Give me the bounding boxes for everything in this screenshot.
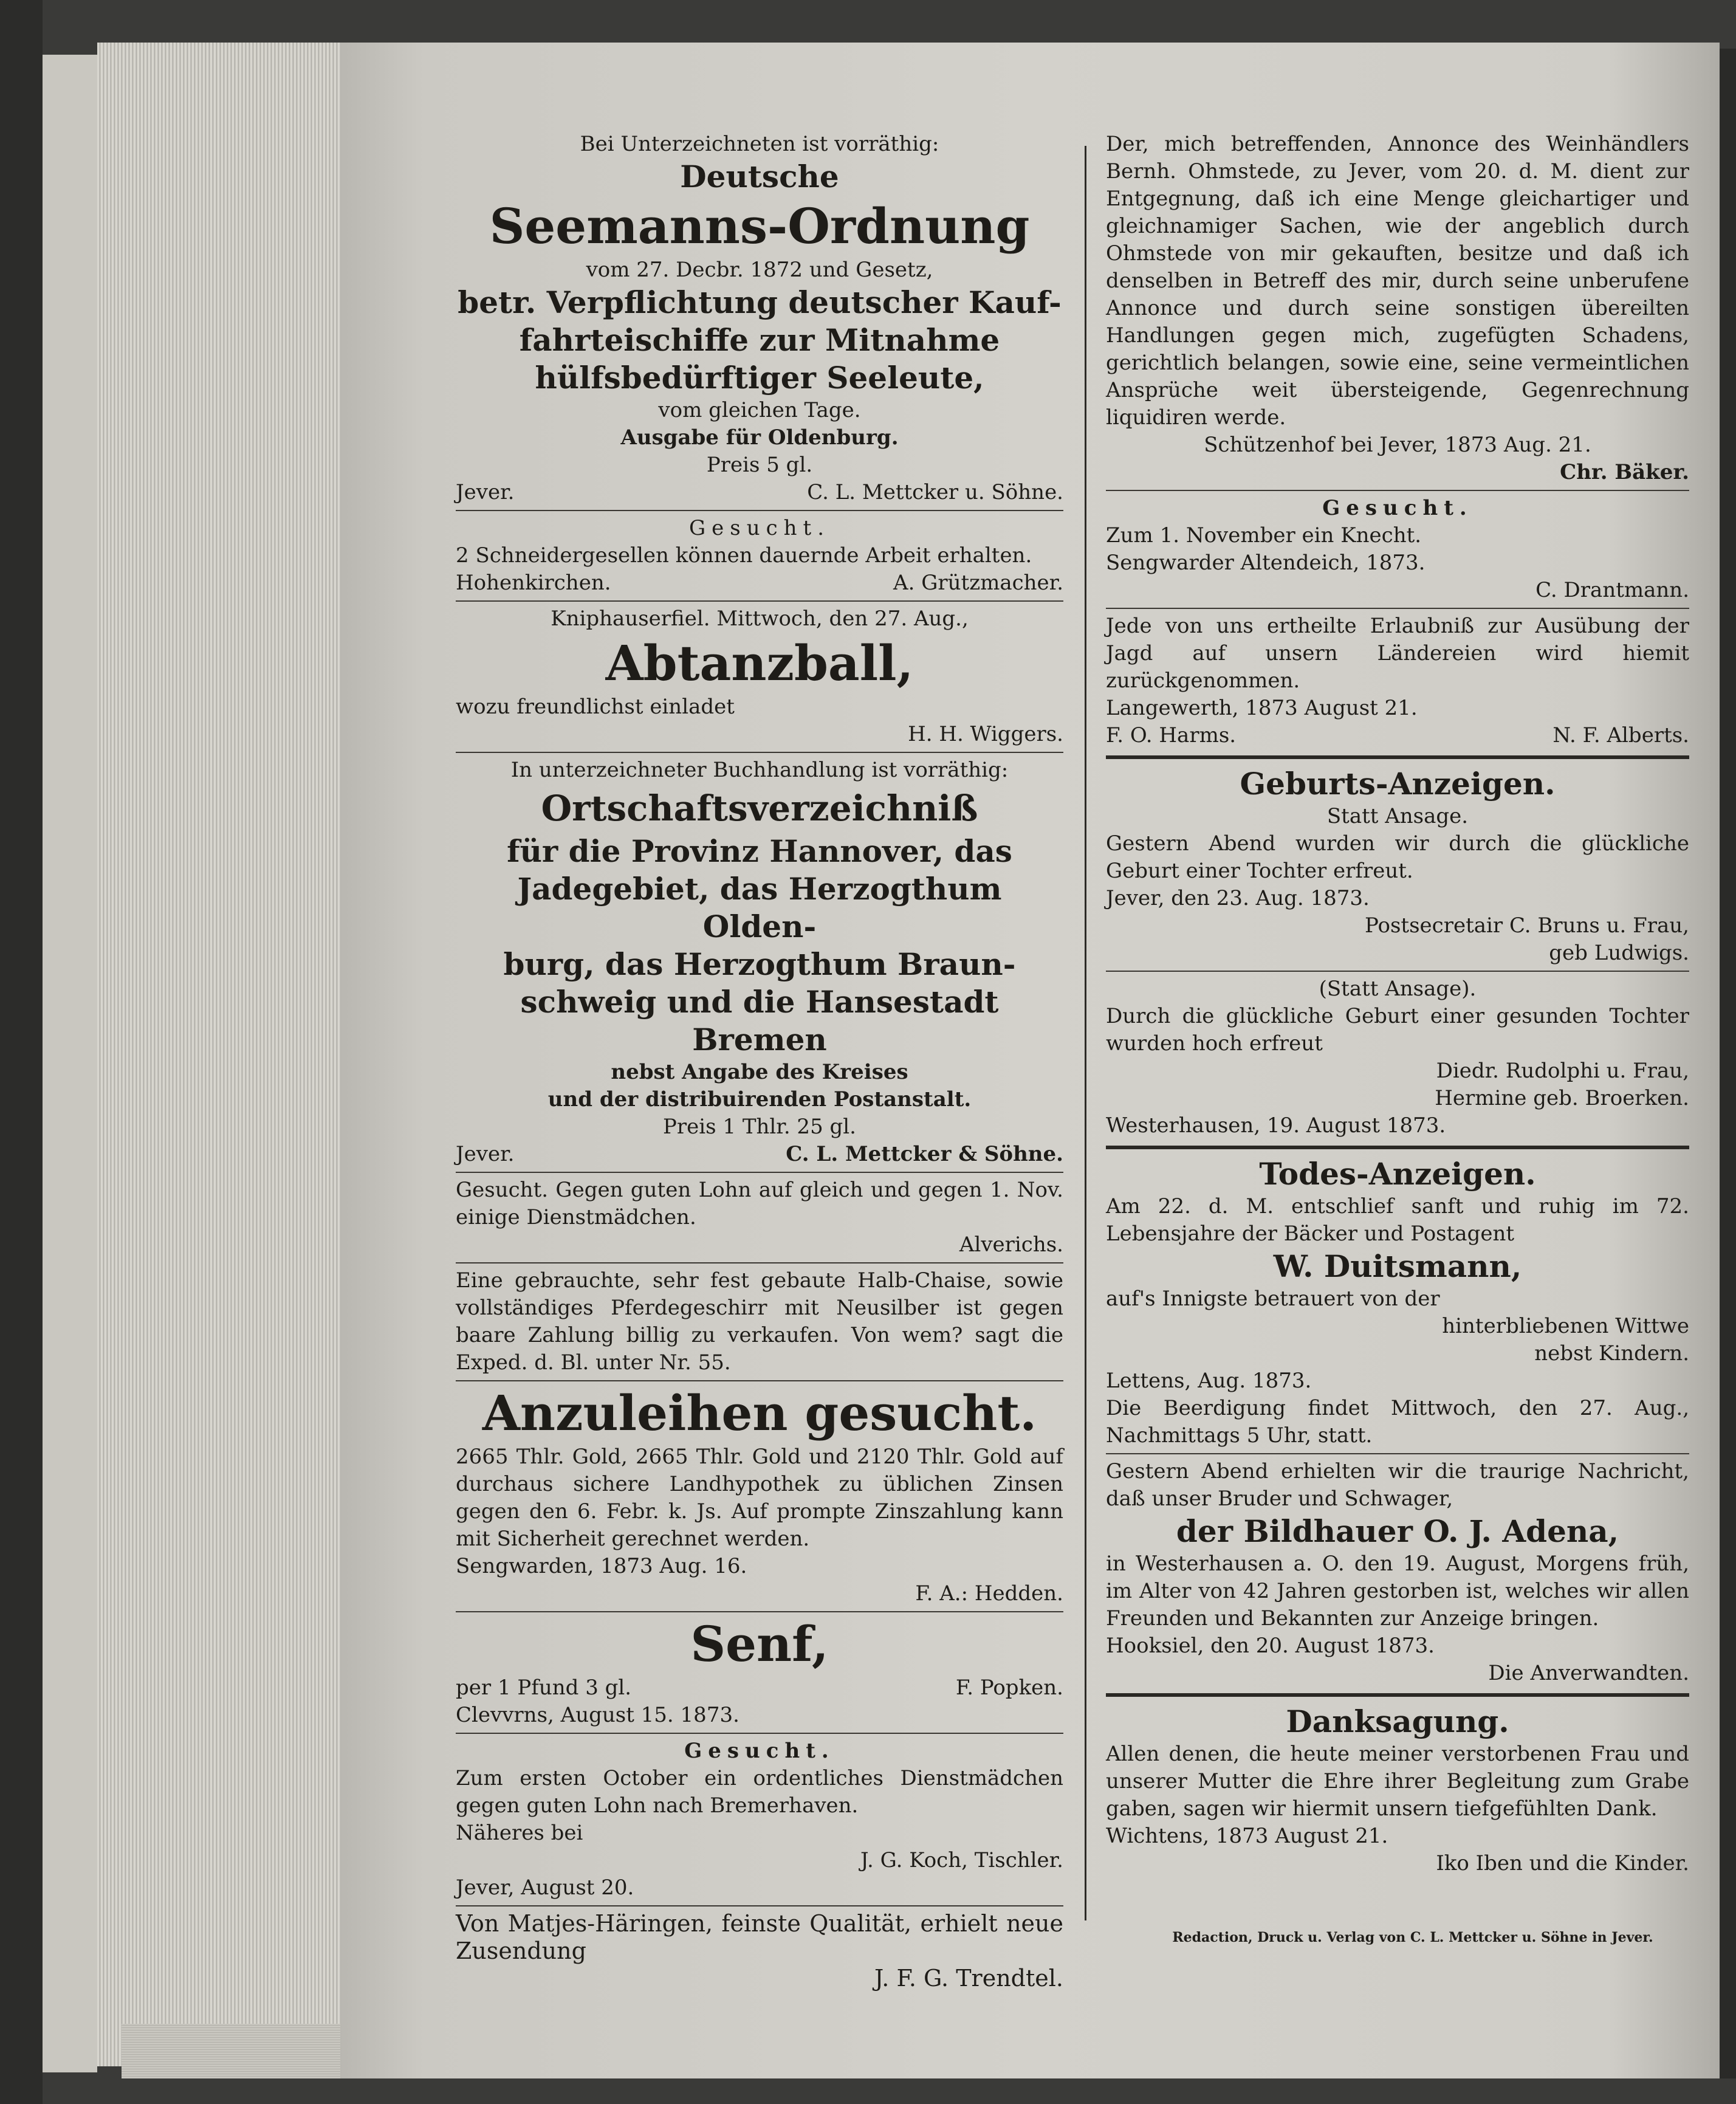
heading-gesucht: Gesucht. [688, 516, 831, 540]
place-text: Lettens, Aug. 1873. [1106, 1369, 1312, 1393]
imprint-footer: Redaction, Druck u. Verlag von C. L. Mettcker u. Söhne in Jever. [1172, 1930, 1653, 1945]
name-text: Alverichs. [959, 1232, 1063, 1257]
price-text: Preis 1 Thlr. 25 gl. [663, 1115, 856, 1139]
divider [456, 1733, 1063, 1734]
divider-thick [1106, 1146, 1689, 1149]
place-text: Hohenkirchen. [456, 571, 611, 595]
left-column [456, 131, 1063, 1992]
name-text: Postsecretair C. Bruns u. Frau, [1365, 913, 1689, 938]
heading-seemanns-ordnung: Seemanns-Ordnung [489, 198, 1030, 255]
place-text: Langewerth, 1873 August 21. [1106, 696, 1418, 720]
sub-heading: Statt Ansage. [1326, 804, 1469, 828]
heading-senf: Senf, [690, 1615, 829, 1673]
ad-gesucht-schneider [456, 515, 1063, 597]
divider [456, 1611, 1063, 1612]
ad-line: nebst Angabe des Kreises [611, 1060, 908, 1084]
heading-gesucht: Gesucht. [684, 1739, 835, 1763]
name-text: J. G. Koch, Tischler. [860, 1848, 1063, 1872]
heading-deutsche: Deutsche [680, 159, 839, 194]
ad-geburts-anzeigen [1106, 765, 1689, 1140]
ad-halb-chaise [456, 1267, 1063, 1377]
signature-row [456, 479, 1063, 506]
ad-text: wozu freundlichst einladet [456, 695, 735, 719]
ad-line: hinterbliebenen Wittwe [1442, 1314, 1689, 1338]
divider-thick [1106, 755, 1689, 759]
divider [1106, 608, 1689, 609]
place-text: Sengwarder Altendeich, 1873. [1106, 551, 1426, 575]
divider-thick [1106, 1693, 1689, 1697]
background-right [1720, 49, 1736, 2078]
ad-text: Gestern Abend wurden wir durch die glückliche Geburt einer Tochter erfreut. [1106, 831, 1689, 883]
ad-text: Jede von uns ertheilte Erlaubniß zur Ausübung der Jagd auf unsern Ländereien wird hiemit zurückgenommen. [1106, 614, 1689, 693]
ad-line: nebst Kindern. [1534, 1341, 1689, 1366]
ad-text: in Westerhausen a. O. den 19. August, Morgens früh, im Alter von 42 Jahren gestorben ist, welches wir allen Freunden und Bekannten zur Anzeige bringen. [1106, 1552, 1689, 1631]
signature-row [456, 1674, 1063, 1702]
ad-line-bold: burg, das Herzogthum Braun- [503, 946, 1016, 982]
name-text: geb Ludwigs. [1549, 941, 1689, 965]
name-text: C. Drantmann. [1535, 578, 1689, 602]
divider [1106, 490, 1689, 491]
place-text: Clevvrns, August 15. 1873. [456, 1703, 739, 1727]
place-text: Jever, den 23. Aug. 1873. [1106, 886, 1370, 910]
background-left [0, 0, 43, 2104]
ad-gesucht-knecht [1106, 495, 1689, 604]
divider [456, 1262, 1063, 1263]
heading-danksagung: Danksagung. [1286, 1703, 1509, 1739]
place-text: Jever, August 20. [456, 1875, 634, 1900]
name-text: Diedr. Rudolphi u. Frau, [1436, 1059, 1689, 1083]
divider [1106, 1453, 1689, 1454]
ad-gesucht-bremerhaven [456, 1738, 1063, 1902]
column-divider [1085, 146, 1086, 1920]
place-text: Wichtens, 1873 August 21. [1106, 1824, 1388, 1848]
divider [456, 752, 1063, 753]
ad-line: auf's Innigste betrauert von der [1106, 1287, 1440, 1311]
heading-abtanzball: Abtanzball, [605, 634, 914, 692]
ad-matjes [456, 1910, 1063, 1992]
place-text: Hooksiel, den 20. August 1873. [1106, 1634, 1435, 1658]
ad-danksagung [1106, 1703, 1689, 1877]
edition-text: Ausgabe für Oldenburg. [620, 425, 899, 450]
name-text: Die Anverwandten. [1488, 1661, 1689, 1685]
ad-text: Gestern Abend erhielten wir die traurige Nachricht, daß unser Bruder und Schwager, [1106, 1459, 1689, 1511]
ad-line-bold: schweig und die Hansestadt Bremen [520, 984, 999, 1057]
ad-line: Kniphauserfiel. Mittwoch, den 27. Aug., [551, 607, 969, 631]
signature-row [456, 569, 1063, 597]
book-page-edges [97, 43, 359, 2066]
ad-ortschaftsverzeichniss [456, 757, 1063, 1168]
ad-jagd [1106, 613, 1689, 749]
publisher-text: C. L. Mettcker & Söhne. [786, 1142, 1063, 1166]
name-text: F. O. Harms. [1106, 723, 1237, 748]
ad-line: vom 27. Decbr. 1872 und Gesetz, [586, 258, 933, 282]
ad-line: Näheres bei [456, 1821, 583, 1845]
ad-line: und der distribuirenden Postanstalt. [547, 1087, 972, 1112]
signature-row [456, 1141, 1063, 1168]
ad-text: Durch die glückliche Geburt einer gesunden Tochter wurden hoch erfreut [1106, 1004, 1689, 1056]
heading-ortschaftsverzeichniss: Ortschaftsverzeichniß [541, 788, 978, 829]
name-text: H. H. Wiggers. [908, 722, 1063, 746]
heading-geburts-anzeigen: Geburts-Anzeigen. [1240, 766, 1556, 802]
ad-senf [456, 1616, 1063, 1729]
ad-text: Gesucht. Gegen guten Lohn auf gleich und gegen 1. Nov. einige Dienstmädchen. [456, 1178, 1063, 1229]
ad-text: 2665 Thlr. Gold, 2665 Thlr. Gold und 2120 Thlr. Gold auf durchaus sichere Landhypothek zu üblichen Zinsen gegen den 6. Febr. k. Js. Auf prompte Zinszahlung kann mit Sicherheit gerechnet werden. [456, 1445, 1063, 1551]
signature-row [1106, 722, 1689, 749]
name-text: Hermine geb. Broerken. [1435, 1086, 1689, 1110]
book-binding [43, 55, 97, 2072]
ad-anzuleihen [456, 1385, 1063, 1607]
ad-text: Eine gebrauchte, sehr fest gebaute Halb-Chaise, sowie vollständiges Pferdegeschirr mit Neusilber ist gegen baare Zahlung billig zu verkaufen. Von wem? sagt die Exped. d. Bl. unter Nr. 55. [456, 1268, 1063, 1375]
price-text: Preis 5 gl. [706, 453, 813, 477]
divider [456, 1380, 1063, 1381]
place-text: Westerhausen, 19. August 1873. [1106, 1113, 1446, 1138]
ad-line-bold: betr. Verpflichtung deutscher Kauf- [458, 284, 1062, 320]
book-page-edges-bottom [122, 2024, 377, 2078]
ad-text: 2 Schneidergesellen können dauernde Arbeit erhalten. [456, 543, 1032, 568]
intro-text: In unterzeichneter Buchhandlung ist vorräthig: [510, 758, 1009, 782]
name-text: Iko Iben und die Kinder. [1436, 1851, 1689, 1875]
ad-line-bold: Jadegebiet, das Herzogthum Olden- [517, 871, 1002, 944]
publisher-text: C. L. Mettcker u. Söhne. [807, 480, 1063, 504]
heading-anzuleihen: Anzuleihen gesucht. [482, 1384, 1037, 1442]
ad-text: Allen denen, die heute meiner verstorbenen Frau und unserer Mutter die Ehre ihrer Begleitung zum Grabe gaben, sagen wir hiermit unsern tiefgefühlten Dank. [1106, 1742, 1689, 1821]
name-text: F. Popken. [955, 1676, 1063, 1700]
ad-entgegnung [1106, 131, 1689, 486]
ad-line-bold: für die Provinz Hannover, das [507, 833, 1012, 869]
place-text: Sengwarden, 1873 Aug. 16. [456, 1554, 747, 1578]
divider [456, 510, 1063, 511]
ad-line: vom gleichen Tage. [658, 398, 861, 422]
ad-line-bold: hülfsbedürftiger Seeleute, [535, 360, 984, 396]
ad-seemanns-ordnung [456, 131, 1063, 506]
heading-todes-anzeigen: Todes-Anzeigen. [1259, 1156, 1536, 1192]
divider [456, 1905, 1063, 1906]
name-text: A. Grützmacher. [893, 571, 1063, 595]
name-text: J. F. G. Trendtel. [874, 1965, 1063, 1992]
deceased-name: W. Duitsmann, [1273, 1248, 1522, 1284]
ad-abtanzball [456, 605, 1063, 748]
name-text: F. A.: Hedden. [915, 1581, 1063, 1606]
ad-line: per 1 Pfund 3 gl. [456, 1676, 632, 1700]
place-text: Jever. [456, 480, 515, 504]
ad-todes-anzeigen [1106, 1155, 1689, 1687]
divider [456, 600, 1063, 602]
ad-text: Zum ersten October ein ordentliches Dienstmädchen gegen guten Lohn nach Bremerhaven. [456, 1766, 1063, 1818]
name-text: N. F. Alberts. [1552, 723, 1689, 748]
divider [456, 1172, 1063, 1173]
ad-line-bold: fahrteischiffe zur Mitnahme [519, 322, 1000, 358]
ad-text: Zum 1. November ein Knecht. [1106, 523, 1422, 548]
ad-gesucht-dienstmaedchen [456, 1177, 1063, 1259]
heading-gesucht: Gesucht. [1322, 496, 1473, 520]
deceased-name: der Bildhauer O. J. Adena, [1176, 1513, 1619, 1549]
place-text: Schützenhof bei Jever, 1873 Aug. 21. [1204, 433, 1591, 457]
place-text: Jever. [456, 1142, 515, 1166]
name-text: Chr. Bäker. [1560, 460, 1689, 484]
ad-text: Von Matjes-Häringen, feinste Qualität, erhielt neue Zusendung [456, 1910, 1063, 1964]
ad-text: Der, mich betreffenden, Annonce des Weinhändlers Bernh. Ohmstede, zu Jever, vom 20. d. M. dient zur Entgegnung, daß ich eine Menge gleichartiger und gleichnamiger Sachen, wie der angeblich durch Ohmstede von mir gekauften, besitze und daß ich denselben in Betreff des mir, durch seine unberufene Annonce und durch seine sonstigen übereilten Handlungen gegen mich, zugefügten Schadens, gerichtlich belangen, sowie eine, seine vermeintlichen Ansprüche weit übersteigende, Gegenrechnung liquidiren werde. [1106, 132, 1689, 430]
sub-heading: (Statt Ansage). [1319, 977, 1477, 1001]
intro-text: Bei Unterzeichneten ist vorräthig: [580, 132, 939, 156]
divider [1106, 971, 1689, 972]
ad-text: Die Beerdigung findet Mittwoch, den 27. Aug., Nachmittags 5 Uhr, statt. [1106, 1396, 1689, 1448]
ad-text: Am 22. d. M. entschlief sanft und ruhig im 72. Lebensjahre der Bäcker und Postagent [1106, 1194, 1689, 1246]
right-column [1106, 131, 1689, 1877]
